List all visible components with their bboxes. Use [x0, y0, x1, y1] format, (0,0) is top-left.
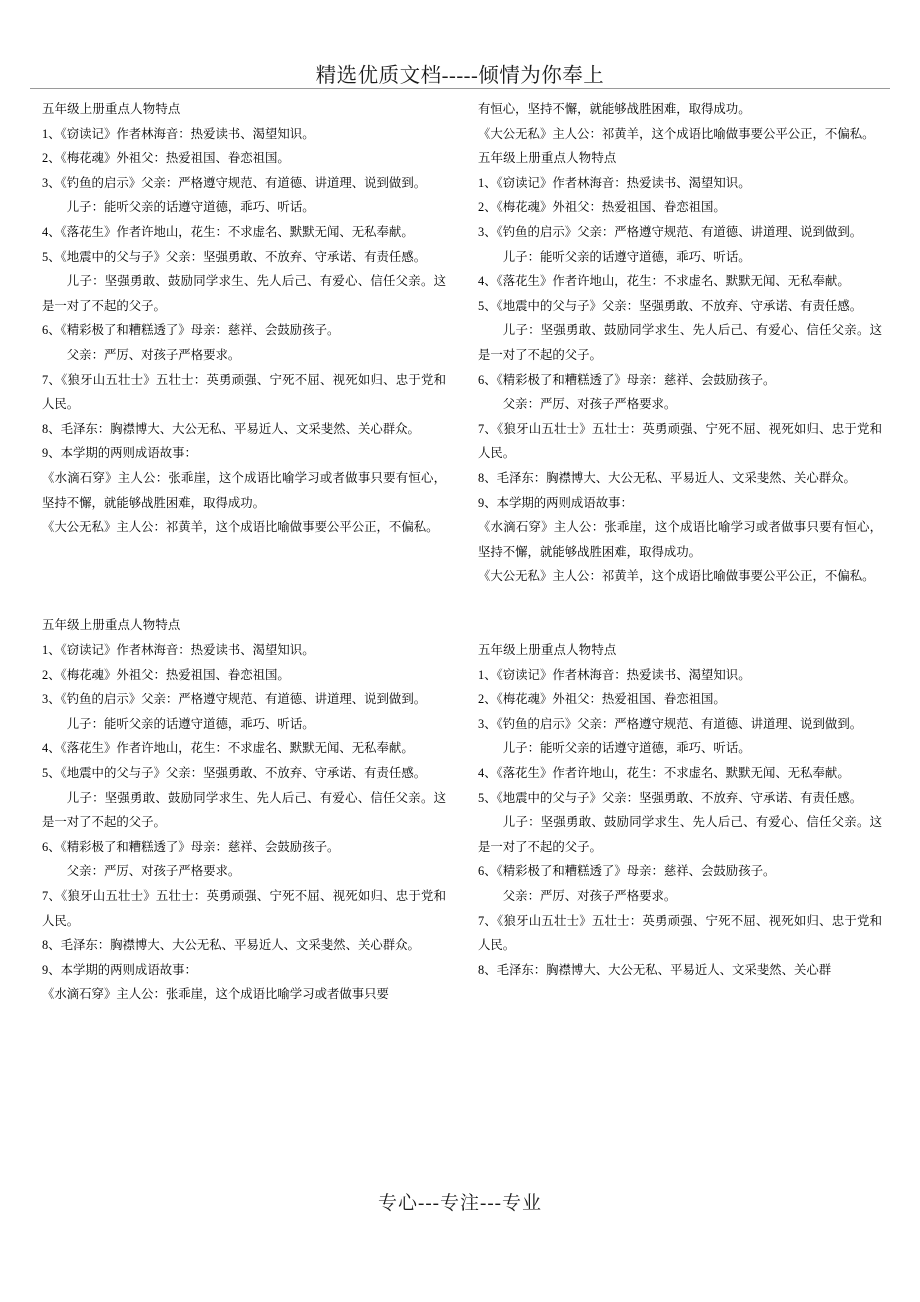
- block-separator: [42, 540, 446, 614]
- list-item-5-son-repeat-3: 儿子：坚强勇敢、鼓励同学求生、先人后己、有爱心、信任父亲。这是一对了不起的父子。: [478, 815, 882, 854]
- list-item-5-son-repeat-2: 儿子：坚强勇敢、鼓励同学求生、先人后己、有爱心、信任父亲。这是一对了不起的父子。: [478, 323, 882, 362]
- list-item-9-repeat-2: 9、本学期的两则成语故事：: [478, 495, 633, 510]
- list-item-5-repeat-2: 5、《地震中的父与子》父亲：坚强勇敢、不放弃、守承诺、有责任感。: [478, 298, 863, 313]
- list-item-5-son: 儿子：坚强勇敢、鼓励同学求生、先人后己、有爱心、信任父亲。这是一对了不起的父子。: [42, 274, 446, 313]
- list-item-6: 6、《精彩极了和糟糕透了》母亲：慈祥、会鼓励孩子。: [42, 323, 340, 338]
- list-item-6-repeat-2: 6、《精彩极了和糟糕透了》母亲：慈祥、会鼓励孩子。: [478, 372, 776, 387]
- section-heading: 五年级上册重点人物特点: [42, 102, 181, 116]
- idiom-story-1: 《水滴石穿》主人公：张乖崖，这个成语比喻学习或者做事只要有恒心，坚持不懈，就能够战胜困难，取得成功。: [42, 470, 446, 510]
- header-banner: [0, 58, 920, 88]
- list-item-4-repeat: 4、《落花生》作者许地山，花生：不求虚名、默默无闻、无私奉献。: [42, 741, 414, 756]
- idiom-story-1-repeat-2: 《水滴石穿》主人公：张乖崖，这个成语比喻学习或者做事只要有恒心，坚持不懈，就能够战胜困难，取得成功。: [478, 520, 882, 559]
- header-divider: [30, 88, 890, 89]
- idiom-story-2-continuation: 《大公无私》主人公：祁黄羊，这个成语比喻做事要公平公正，不偏私。: [478, 126, 875, 141]
- list-item-7: 7、《狼牙山五壮士》五壮士：英勇顽强、宁死不屈、视死如归、忠于党和人民。: [42, 372, 446, 412]
- list-item-7-repeat-2: 7、《狼牙山五壮士》五壮士：英勇顽强、宁死不屈、视死如归、忠于党和人民。: [478, 421, 882, 461]
- list-item-8-partial: 8、毛泽东：胸襟博大、大公无私、平易近人、文采斐然、关心群: [478, 962, 832, 977]
- list-item-6-repeat: 6、《精彩极了和糟糕透了》母亲：慈祥、会鼓励孩子。: [42, 839, 340, 854]
- list-item-2: 2、《梅花魂》外祖父：热爱祖国、眷恋祖国。: [42, 151, 290, 166]
- list-item-1: 1、《窃读记》作者林海音：热爱读书、渴望知识。: [42, 126, 315, 141]
- list-item-1-repeat: 1、《窃读记》作者林海音：热爱读书、渴望知识。: [42, 643, 315, 658]
- list-item-9: 9、本学期的两则成语故事：: [42, 446, 197, 461]
- list-item-3-son: 儿子：能听父亲的话遵守道德，乖巧、听话。: [66, 200, 315, 215]
- list-item-6-father-repeat-3: 父亲：严厉、对孩子严格要求。: [502, 889, 677, 903]
- footer-title: 专心---专注---专业: [378, 1193, 542, 1214]
- list-item-6-father: 父亲：严厉、对孩子严格要求。: [66, 347, 241, 362]
- idiom-story-2-repeat-2: 《大公无私》主人公：祁黄羊，这个成语比喻做事要公平公正，不偏私。: [478, 569, 875, 584]
- list-item-3-son-repeat-3: 儿子：能听父亲的话遵守道德，乖巧、听话。: [502, 741, 751, 756]
- section-heading-repeat: 五年级上册重点人物特点: [42, 618, 181, 633]
- list-item-1-repeat-3: 1、《窃读记》作者林海音：热爱读书、渴望知识。: [478, 667, 751, 682]
- document-content-area: [0, 97, 920, 1187]
- text-column-left: [42, 97, 446, 1007]
- list-item-3-son-repeat-2: 儿子：能听父亲的话遵守道德，乖巧、听话。: [502, 249, 751, 264]
- list-item-8-repeat: 8、毛泽东：胸襟博大、大公无私、平易近人、文采斐然、关心群众。: [42, 938, 420, 953]
- list-item-4-repeat-2: 4、《落花生》作者许地山，花生：不求虚名、默默无闻、无私奉献。: [478, 274, 850, 289]
- list-item-8-repeat-2: 8、毛泽东：胸襟博大、大公无私、平易近人、文采斐然、关心群众。: [478, 470, 856, 485]
- list-item-3-repeat: 3、《钓鱼的启示》父亲：严格遵守规范、有道德、讲道理、说到做到。: [42, 692, 427, 707]
- list-item-8: 8、毛泽东：胸襟博大、大公无私、平易近人、文采斐然、关心群众。: [42, 421, 420, 436]
- block-separator-right: [478, 589, 882, 638]
- list-item-3-repeat-3: 3、《钓鱼的启示》父亲：严格遵守规范、有道德、讲道理、说到做到。: [478, 716, 863, 731]
- list-item-2-repeat-2: 2、《梅花魂》外祖父：热爱祖国、眷恋祖国。: [478, 200, 726, 215]
- list-item-6-repeat-3: 6、《精彩极了和糟糕透了》母亲：慈祥、会鼓励孩子。: [478, 864, 776, 879]
- list-item-6-father-repeat-2: 父亲：严厉、对孩子严格要求。: [502, 397, 677, 412]
- list-item-3-son-repeat: 儿子：能听父亲的话遵守道德，乖巧、听话。: [66, 716, 315, 731]
- list-item-2-repeat: 2、《梅花魂》外祖父：热爱祖国、眷恋祖国。: [42, 667, 290, 682]
- footer-banner: [0, 1188, 920, 1215]
- list-item-5-repeat-3: 5、《地震中的父与子》父亲：坚强勇敢、不放弃、守承诺、有责任感。: [478, 790, 863, 805]
- idiom-story-1-partial: 《水滴石穿》主人公：张乖崖，这个成语比喻学习或者做事只要: [42, 987, 389, 1002]
- list-item-4: 4、《落花生》作者许地山，花生：不求虚名、默默无闻、无私奉献。: [42, 224, 414, 239]
- list-item-9-repeat: 9、本学期的两则成语故事：: [42, 962, 197, 977]
- list-item-3-repeat-2: 3、《钓鱼的启示》父亲：严格遵守规范、有道德、讲道理、说到做到。: [478, 224, 863, 239]
- list-item-1-repeat-2: 1、《窃读记》作者林海音：热爱读书、渴望知识。: [478, 175, 751, 190]
- list-item-2-repeat-3: 2、《梅花魂》外祖父：热爱祖国、眷恋祖国。: [478, 692, 726, 707]
- idiom-story-1-continuation: 有恒心，坚持不懈，就能够战胜困难，取得成功。: [478, 102, 751, 116]
- list-item-3: 3、《钓鱼的启示》父亲：严格遵守规范、有道德、讲道理、说到做到。: [42, 175, 427, 190]
- list-item-7-repeat: 7、《狼牙山五壮士》五壮士：英勇顽强、宁死不屈、视死如归、忠于党和人民。: [42, 889, 446, 928]
- header-title: 精选优质文档-----倾情为你奉上: [315, 65, 605, 87]
- list-item-5-repeat: 5、《地震中的父与子》父亲：坚强勇敢、不放弃、守承诺、有责任感。: [42, 766, 427, 781]
- section-heading-repeat-2: 五年级上册重点人物特点: [478, 151, 617, 166]
- list-item-5: 5、《地震中的父与子》父亲：坚强勇敢、不放弃、守承诺、有责任感。: [42, 249, 427, 264]
- section-heading-repeat-3: 五年级上册重点人物特点: [478, 643, 617, 658]
- text-column-right: [478, 97, 882, 982]
- list-item-4-repeat-3: 4、《落花生》作者许地山，花生：不求虚名、默默无闻、无私奉献。: [478, 766, 850, 781]
- idiom-story-2: 《大公无私》主人公：祁黄羊，这个成语比喻做事要公平公正，不偏私。: [42, 520, 439, 535]
- list-item-6-father-repeat: 父亲：严厉、对孩子严格要求。: [66, 864, 241, 879]
- list-item-5-son-repeat: 儿子：坚强勇敢、鼓励同学求生、先人后己、有爱心、信任父亲。这是一对了不起的父子。: [42, 790, 446, 830]
- list-item-7-repeat-3: 7、《狼牙山五壮士》五壮士：英勇顽强、宁死不屈、视死如归、忠于党和人民。: [478, 913, 882, 953]
